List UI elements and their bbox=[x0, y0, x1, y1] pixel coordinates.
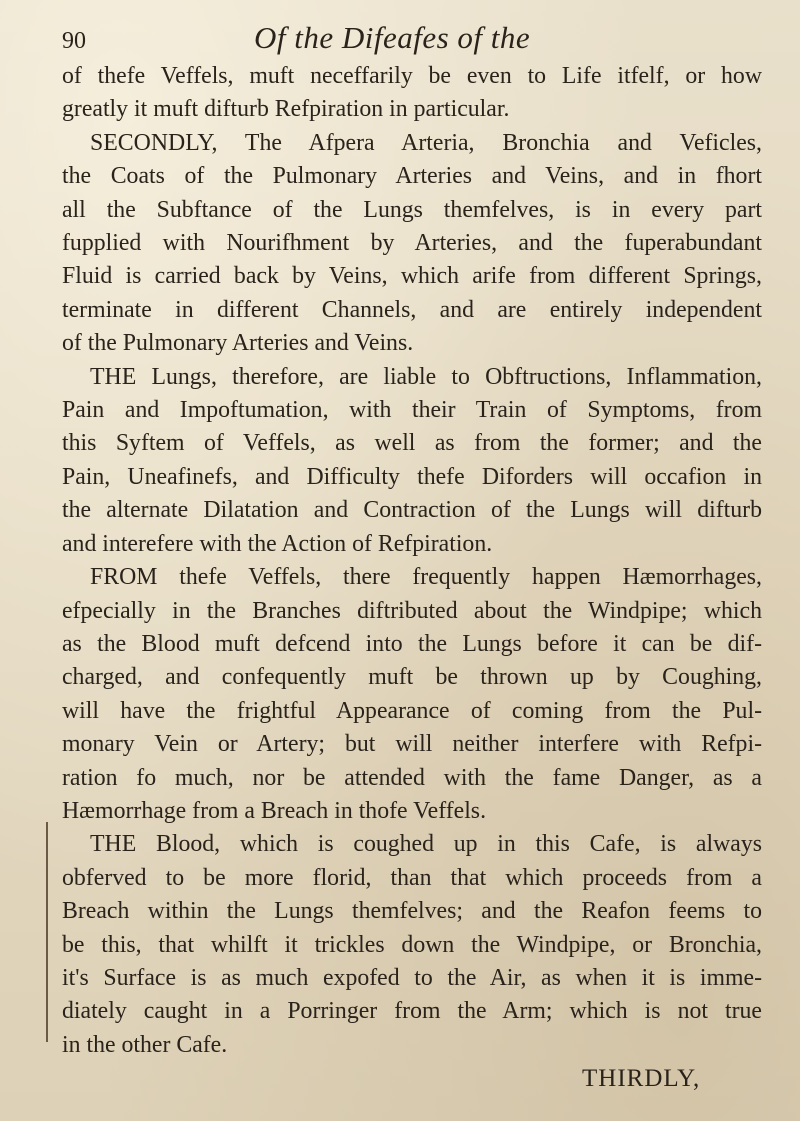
text-line: the Coats of the Pulmonary Arteries and Veins, and in fhort bbox=[62, 163, 762, 190]
text-line: of thefe Veffels, muft neceffarily be even to Life itfelf, or how bbox=[62, 63, 762, 89]
text-line: THE Lungs, therefore, are liable to Obftructions, Inflammation, bbox=[90, 363, 762, 390]
text-line: this Syftem of Veffels, as well as from the former; and the bbox=[62, 430, 762, 457]
text-line: of the Pulmonary Arteries and Veins. bbox=[62, 330, 414, 357]
text-line: Pain, Uneafinefs, and Difficulty thefe Diforders will occafion in bbox=[62, 463, 762, 490]
text-line: charged, and confequently muft be thrown up by Coughing, bbox=[62, 664, 762, 691]
text-line: ration fo much, nor be attended with the fame Danger, as a bbox=[62, 764, 762, 791]
text-line: Pain and Impoftumation, with their Train of Symptoms, from bbox=[62, 397, 762, 424]
text-line: diately caught in a Porringer from the Arm; which is not true bbox=[62, 998, 762, 1025]
text-line: monary Vein or Artery; but will neither interfere with Refpi- bbox=[62, 731, 762, 758]
body-text bbox=[62, 60, 762, 1062]
text-line: terminate in different Channels, and are entirely independent bbox=[62, 296, 762, 323]
text-line: THE Blood, which is coughed up in this Cafe, is always bbox=[90, 831, 762, 858]
catchword: THIRDLY, bbox=[582, 1065, 701, 1092]
text-line: it's Surface is as much expofed to the Air, as when it is imme- bbox=[62, 964, 762, 991]
text-line: FROM thefe Veffels, there frequently happen Hæmorrhages, bbox=[90, 564, 762, 591]
text-line: greatly it muft difturb Refpiration in particular. bbox=[62, 96, 510, 123]
text-line: Hæmorrhage from a Breach in thofe Veffels. bbox=[62, 797, 487, 824]
text-line: Breach within the Lungs themfelves; and the Reafon feems to bbox=[62, 898, 762, 925]
text-line: all the Subftance of the Lungs themfelves, is in every part bbox=[62, 196, 762, 223]
text-line: and interefere with the Action of Refpiration. bbox=[62, 530, 493, 557]
text-line: as the Blood muft defcend into the Lungs before it can be dif- bbox=[62, 630, 762, 657]
page-header bbox=[62, 20, 762, 60]
running-title: Of the Difeafes of the bbox=[254, 20, 531, 55]
text-line: obferved to be more florid, than that which proceeds from a bbox=[62, 864, 762, 891]
text-line: the alternate Dilatation and Contraction of the Lungs will difturb bbox=[62, 497, 762, 524]
margin-bracket-mark bbox=[46, 822, 56, 1042]
text-line: fupplied with Nourifhment by Arteries, and the fuperabundant bbox=[62, 230, 762, 257]
text-line: Fluid is carried back by Veins, which arife from different Springs, bbox=[62, 263, 762, 290]
text-line: will have the frightful Appearance of coming from the Pul- bbox=[62, 697, 762, 724]
text-line: SECONDLY, The Afpera Arteria, Bronchia and Veficles, bbox=[90, 129, 762, 156]
text-line: be this, that whilft it trickles down the Windpipe, or Bronchia, bbox=[62, 931, 762, 958]
text-line: in the other Cafe. bbox=[62, 1031, 228, 1058]
text-line: efpecially in the Branches diftributed about the Windpipe; which bbox=[62, 597, 762, 624]
page-number: 90 bbox=[62, 28, 86, 54]
